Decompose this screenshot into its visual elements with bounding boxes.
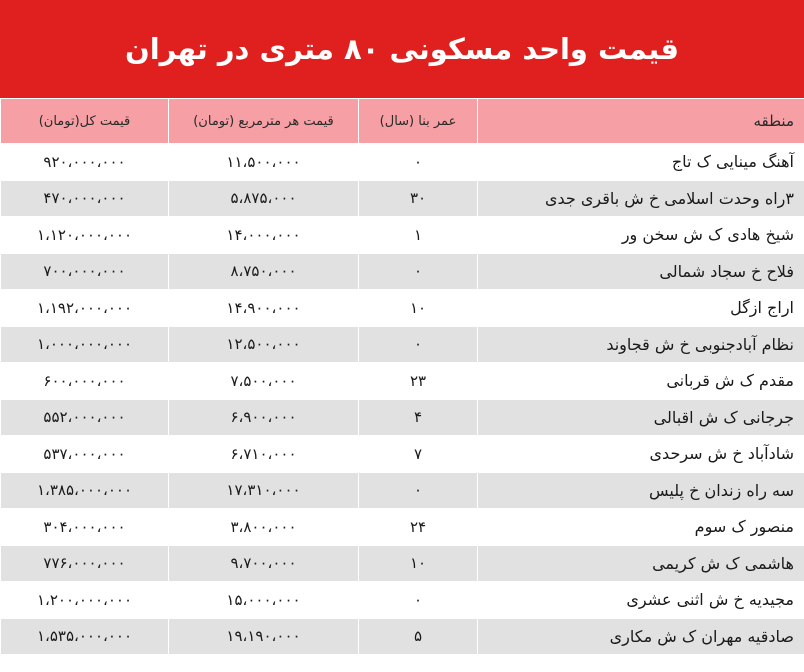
cell-price-per-meter: ۱۴،۹۰۰،۰۰۰ — [169, 290, 359, 327]
table-row — [1, 582, 804, 619]
table-row — [1, 618, 804, 655]
column-header-price-per-meter: قیمت هر مترمربع (تومان) — [169, 99, 359, 144]
cell-age: ۰ — [359, 326, 478, 363]
table-header-row — [1, 99, 804, 144]
cell-total-price: ۵۵۲،۰۰۰،۰۰۰ — [1, 399, 169, 436]
cell-price-per-meter: ۶،۷۱۰،۰۰۰ — [169, 436, 359, 473]
table-body — [1, 144, 804, 655]
table-row — [1, 217, 804, 254]
column-header-region: منطقه — [478, 99, 804, 144]
table-row — [1, 253, 804, 290]
cell-price-per-meter: ۳،۸۰۰،۰۰۰ — [169, 509, 359, 546]
cell-region: منصور ک سوم — [478, 509, 804, 546]
cell-region: هاشمی ک ش کریمی — [478, 545, 804, 582]
cell-region: مجیدیه خ ش اثنی عشری — [478, 582, 804, 619]
cell-total-price: ۱،۰۰۰،۰۰۰،۰۰۰ — [1, 326, 169, 363]
cell-age: ۴ — [359, 399, 478, 436]
cell-region: فلاح خ سجاد شمالی — [478, 253, 804, 290]
cell-price-per-meter: ۵،۸۷۵،۰۰۰ — [169, 180, 359, 217]
column-header-age: عمر بنا (سال) — [359, 99, 478, 144]
cell-price-per-meter: ۹،۷۰۰،۰۰۰ — [169, 545, 359, 582]
table-row — [1, 326, 804, 363]
cell-price-per-meter: ۱۲،۵۰۰،۰۰۰ — [169, 326, 359, 363]
title-banner — [0, 0, 804, 98]
column-header-total-price: قیمت کل(تومان) — [1, 99, 169, 144]
page-title: قیمت واحد مسکونی ۸۰ متری در تهران — [124, 32, 680, 66]
cell-total-price: ۳۰۴،۰۰۰،۰۰۰ — [1, 509, 169, 546]
table-row — [1, 472, 804, 509]
cell-price-per-meter: ۱۵،۰۰۰،۰۰۰ — [169, 582, 359, 619]
table-row — [1, 399, 804, 436]
table-row — [1, 180, 804, 217]
table-row — [1, 363, 804, 400]
table-row — [1, 509, 804, 546]
cell-price-per-meter: ۱۱،۵۰۰،۰۰۰ — [169, 144, 359, 181]
cell-price-per-meter: ۸،۷۵۰،۰۰۰ — [169, 253, 359, 290]
cell-age: ۷ — [359, 436, 478, 473]
cell-total-price: ۱،۳۸۵،۰۰۰،۰۰۰ — [1, 472, 169, 509]
cell-price-per-meter: ۱۹،۱۹۰،۰۰۰ — [169, 618, 359, 655]
cell-age: ۲۴ — [359, 509, 478, 546]
cell-total-price: ۱،۱۲۰،۰۰۰،۰۰۰ — [1, 217, 169, 254]
cell-total-price: ۱،۵۳۵،۰۰۰،۰۰۰ — [1, 618, 169, 655]
cell-price-per-meter: ۱۷،۳۱۰،۰۰۰ — [169, 472, 359, 509]
cell-total-price: ۵۳۷،۰۰۰،۰۰۰ — [1, 436, 169, 473]
cell-age: ۵ — [359, 618, 478, 655]
cell-region: آهنگ مینایی ک تاج — [478, 144, 804, 181]
cell-region: شادآباد خ ش سرحدی — [478, 436, 804, 473]
cell-price-per-meter: ۶،۹۰۰،۰۰۰ — [169, 399, 359, 436]
cell-age: ۰ — [359, 582, 478, 619]
table-row — [1, 290, 804, 327]
cell-region: جرجانی ک ش اقبالی — [478, 399, 804, 436]
cell-total-price: ۷۷۶،۰۰۰،۰۰۰ — [1, 545, 169, 582]
cell-total-price: ۱،۱۹۲،۰۰۰،۰۰۰ — [1, 290, 169, 327]
cell-total-price: ۷۰۰،۰۰۰،۰۰۰ — [1, 253, 169, 290]
price-table — [0, 98, 804, 655]
cell-age: ۲۳ — [359, 363, 478, 400]
cell-region: اراج ازگل — [478, 290, 804, 327]
cell-total-price: ۶۰۰،۰۰۰،۰۰۰ — [1, 363, 169, 400]
cell-region: سه راه زندان خ پلیس — [478, 472, 804, 509]
cell-total-price: ۱،۲۰۰،۰۰۰،۰۰۰ — [1, 582, 169, 619]
cell-total-price: ۴۷۰،۰۰۰،۰۰۰ — [1, 180, 169, 217]
cell-total-price: ۹۲۰،۰۰۰،۰۰۰ — [1, 144, 169, 181]
cell-region: ۳راه وحدت اسلامی خ ش باقری جدی — [478, 180, 804, 217]
cell-region: نظام آبادجنوبی خ ش قجاوند — [478, 326, 804, 363]
table-row — [1, 436, 804, 473]
cell-price-per-meter: ۱۴،۰۰۰،۰۰۰ — [169, 217, 359, 254]
cell-age: ۱۰ — [359, 290, 478, 327]
cell-age: ۱۰ — [359, 545, 478, 582]
cell-region: مقدم ک ش قربانی — [478, 363, 804, 400]
cell-age: ۳۰ — [359, 180, 478, 217]
cell-age: ۱ — [359, 217, 478, 254]
table-row — [1, 144, 804, 181]
cell-region: صادقیه مهران ک ش مکاری — [478, 618, 804, 655]
cell-age: ۰ — [359, 253, 478, 290]
cell-age: ۰ — [359, 472, 478, 509]
cell-age: ۰ — [359, 144, 478, 181]
table-row — [1, 545, 804, 582]
cell-price-per-meter: ۷،۵۰۰،۰۰۰ — [169, 363, 359, 400]
cell-region: شیخ هادی ک ش سخن ور — [478, 217, 804, 254]
